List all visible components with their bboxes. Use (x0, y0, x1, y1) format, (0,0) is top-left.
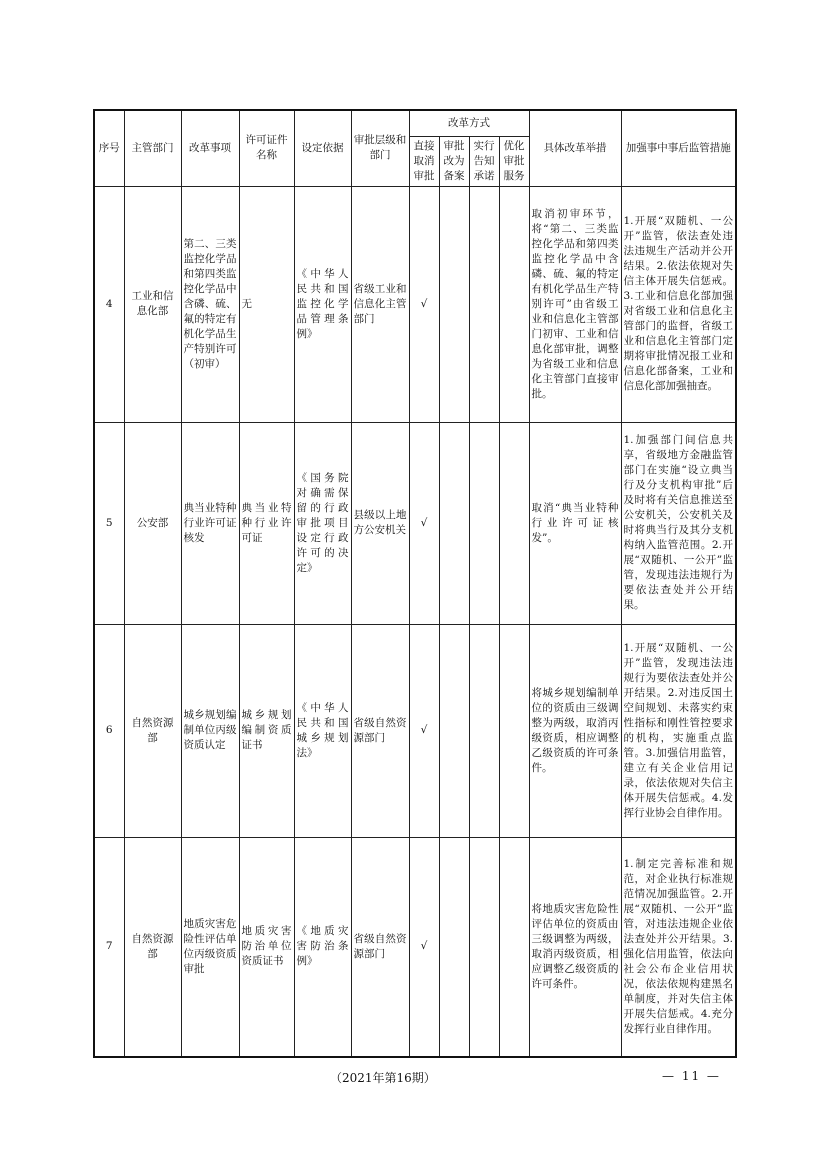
header-dept: 主管部门 (124, 110, 181, 186)
row-method-cancel: √ (409, 186, 439, 422)
row-measures: 将地质灾害危险性评估单位的资质由三级调整为两级，取消丙级资质，相应调整乙级资质的许可条件。 (529, 837, 621, 1057)
header-measures: 具体改革举措 (529, 110, 621, 186)
row-item: 城乡规划编制单位丙级资质认定 (181, 624, 239, 837)
row-method-commitment (469, 422, 499, 624)
table-row (94, 422, 736, 624)
row-item: 典当业特种行业许可证核发 (181, 422, 239, 624)
row-license: 城乡规划编制资质证书 (239, 624, 294, 837)
table-row (94, 186, 736, 422)
row-license: 无 (239, 186, 294, 422)
row-basis: 《中华人民共和国城乡规划法》 (294, 624, 351, 837)
row-method-filing (439, 624, 469, 837)
row-dept: 自然资源部 (124, 837, 181, 1057)
row-method-filing (439, 422, 469, 624)
row-dept: 工业和信息化部 (124, 186, 181, 422)
row-measures: 取消初审环节，将“第二、三类监控化学品和第四类监控化学品中含磷、硫、氟的特定有机化学品生产特别许可”由省级工业和信息化主管部门初审、工业和信息化部审批，调整为省级工业和信息化主管部门直接审批。 (529, 186, 621, 422)
header-methods-group: 改革方式 (409, 110, 529, 136)
row-license: 地质灾害防治单位资质证书 (239, 837, 294, 1057)
row-supervision: 1.开展“双随机、一公开”监管，依法查处违法违规生产活动并公开结果。2.依法依规对失信主体开展失信惩戒。3.工业和信息化部加强对省级工业和信息化主管部门的监督，省级工业和信息化主管部门定期将审批情况报工业和信息化部备案，工业和信息化部加强抽查。 (621, 186, 736, 422)
row-method-filing (439, 837, 469, 1057)
header-method-cancel: 直接取消审批 (409, 136, 439, 186)
row-seq: 6 (94, 624, 124, 837)
row-level: 省级自然资源部门 (351, 624, 409, 837)
row-basis: 《国务院对确需保留的行政审批项目设定行政许可的决定》 (294, 422, 351, 624)
row-method-cancel: √ (409, 624, 439, 837)
row-seq: 5 (94, 422, 124, 624)
row-supervision: 1.制定完善标准和规范，对企业执行标准规范情况加强监管。2.开展“双随机、一公开”监管，对违法违规企业依法查处并公开结果。3.强化信用监管，依法向社会公布企业信用状况，依法依规构建黑名单制度，并对失信主体开展失信惩戒。4.充分发挥行业自律作用。 (621, 837, 736, 1057)
header-item: 改革事项 (181, 110, 239, 186)
header-level: 审批层级和部门 (351, 110, 409, 186)
row-item: 第二、三类监控化学品和第四类监控化学品中含磷、硫、氟的特定有机化学品生产特别许可（初审） (181, 186, 239, 422)
row-method-cancel: √ (409, 837, 439, 1057)
row-basis: 《地质灾害防治条例》 (294, 837, 351, 1057)
row-level: 县级以上地方公安机关 (351, 422, 409, 624)
row-item: 地质灾害危险性评估单位丙级资质审批 (181, 837, 239, 1057)
row-method-commitment (469, 624, 499, 837)
row-method-commitment (469, 837, 499, 1057)
row-supervision: 1.加强部门间信息共享，省级地方金融监管部门在实施“设立典当行及分支机构审批”后及时将有关信息推送至公安机关，公安机关及时将典当行及其分支机构纳入监管范围。2.开展“双随机、一公开”监管，发现违法违规行为要依法查处并公开结果。 (621, 422, 736, 624)
reform-table (93, 109, 737, 1058)
header-seq: 序号 (94, 110, 124, 186)
row-level: 省级工业和信息化主管部门 (351, 186, 409, 422)
row-measures: 将城乡规划编制单位的资质由三级调整为两级，取消丙级资质，相应调整乙级资质的许可条件。 (529, 624, 621, 837)
page-number: — 11 — (662, 1069, 721, 1083)
row-method-optimize (499, 624, 529, 837)
issue-label: （2021年第16期） (330, 1071, 436, 1085)
row-measures: 取消“典当业特种行业许可证核发”。 (529, 422, 621, 624)
row-method-optimize (499, 186, 529, 422)
table-row (94, 624, 736, 837)
header-method-commitment: 实行告知承诺 (469, 136, 499, 186)
header-supervision: 加强事中事后监管措施 (621, 110, 736, 186)
row-method-commitment (469, 186, 499, 422)
header-method-filing: 审批改为备案 (439, 136, 469, 186)
row-seq: 4 (94, 186, 124, 422)
header-method-optimize: 优化审批服务 (499, 136, 529, 186)
header-basis: 设定依据 (294, 110, 351, 186)
table-row (94, 837, 736, 1057)
row-dept: 自然资源部 (124, 624, 181, 837)
row-method-optimize (499, 837, 529, 1057)
row-supervision: 1.开展“双随机、一公开”监管，发现违法违规行为要依法查处并公开结果。2.对违反国土空间规划、未落实约束性指标和刚性管控要求的机构，实施重点监管。3.加强信用监管，建立有关企业信用记录，依法依规对失信主体开展失信惩戒。4.发挥行业协会自律作用。 (621, 624, 736, 837)
row-license: 典当业特种行业许可证 (239, 422, 294, 624)
row-method-cancel: √ (409, 422, 439, 624)
row-method-filing (439, 186, 469, 422)
row-seq: 7 (94, 837, 124, 1057)
header-license: 许可证件名称 (239, 110, 294, 186)
row-level: 省级自然资源部门 (351, 837, 409, 1057)
row-basis: 《中华人民共和国监控化学品管理条例》 (294, 186, 351, 422)
row-dept: 公安部 (124, 422, 181, 624)
row-method-optimize (499, 422, 529, 624)
